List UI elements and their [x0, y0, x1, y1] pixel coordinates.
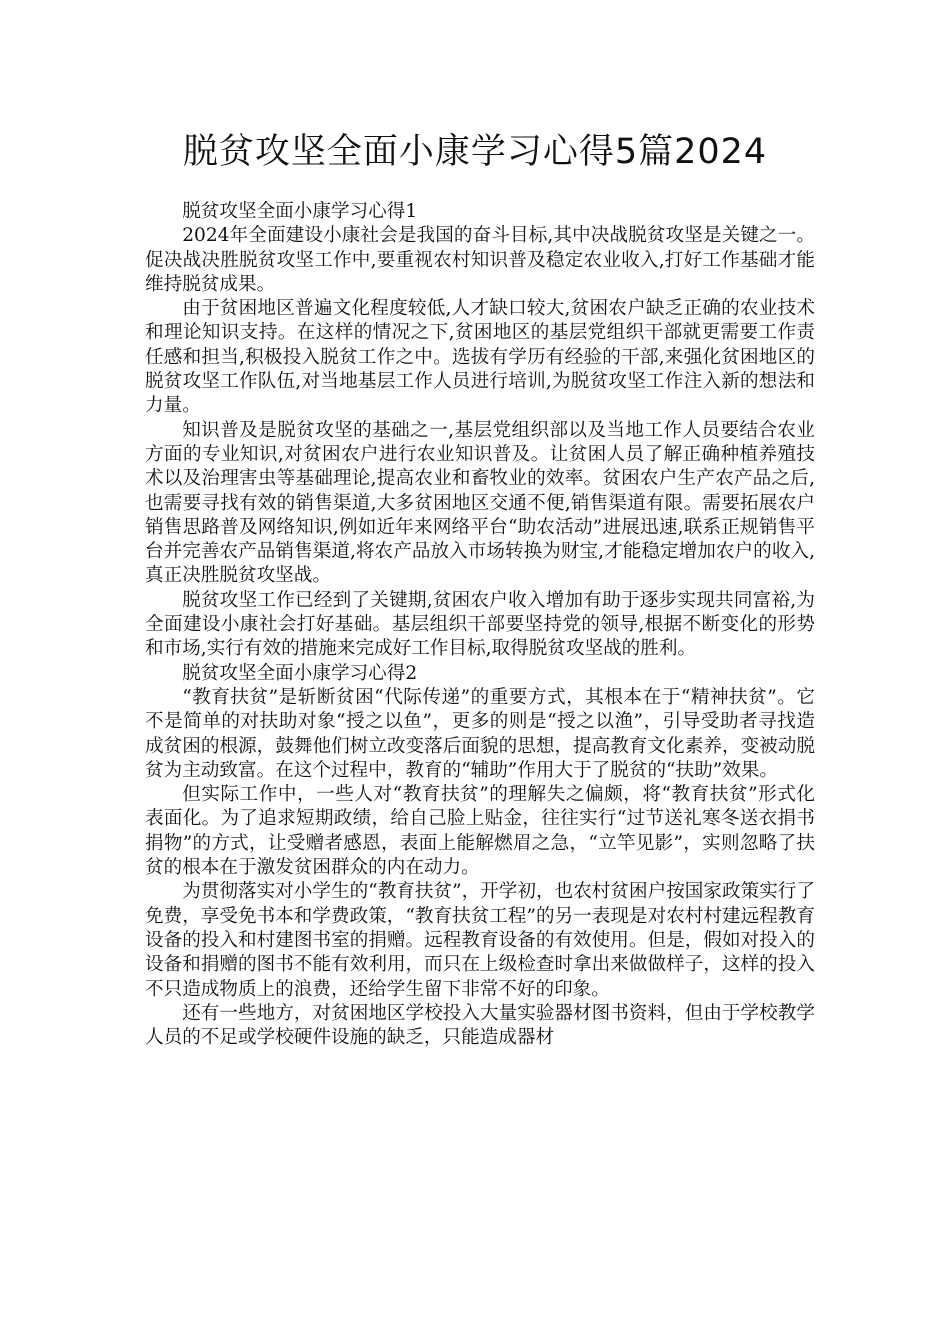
- paragraph: 2024年全面建设小康社会是我国的奋斗目标,其中决战脱贫攻坚是关键之一。促决战决胜脱贫攻坚工作中,要重视农村知识普及稳定农业收入,打好工作基础才能维持脱贫成果。: [145, 225, 815, 295]
- section-heading-2: 脱贫攻坚全面小康学习心得2: [182, 662, 418, 684]
- paragraph: 还有一些地方，对贫困地区学校投入大量实验器材图书资料，但由于学校教学人员的不足或学校硬件设施的缺乏，只能造成器材: [145, 1002, 815, 1049]
- paragraph: 由于贫困地区普遍文化程度较低,人才缺口较大,贫困农户缺乏正确的农业技术和理论知识支持。在这样的情况之下,贫困地区的基层党组织干部就更需要工作责任感和担当,积极投入脱贫工作之中。选拔有学历有经验的干部,来强化贫困地区的脱贫攻坚工作队伍,对当地基层工作人员进行培训,为脱贫攻坚工作注入新的想法和力量。: [145, 298, 815, 417]
- section-heading-1: 脱贫攻坚全面小康学习心得1: [182, 201, 418, 222]
- paragraph: 但实际工作中，一些人对“教育扶贫”的理解失之偏颇，将“教育扶贫”形式化表面化。为了追求短期政绩，给自己脸上贴金，往往实行“过节送礼寒冬送衣捐书捐物”的方式，让受赠者感恩，表面上能解燃眉之急，“立竿见影”，实则忽略了扶贫的根本在于激发贫困群众的内在动力。: [145, 784, 815, 879]
- document-title: 脱贫攻坚全面小康学习心得5篇2024: [182, 132, 768, 172]
- paragraph: 脱贫攻坚工作已经到了关键期,贫困农户收入增加有助于逐步实现共同富裕,为全面建设小康社会打好基础。基层组织干部要坚持党的领导,根据不断变化的形势和市场,实行有效的措施来完成好工作目标,取得脱贫攻坚战的胜利。: [145, 589, 815, 660]
- paragraph: 为贯彻落实对小学生的“教育扶贫”，开学初，也农村贫困户按国家政策实行了免费，享受免书本和学费政策，“教育扶贫工程”的另一表现是对农村村建远程教育设备的投入和村建图书室的捐赠。远程教育设备的有效使用。但是，假如对投入的设备和捐赠的图书不能有效利用，而只在上级检查时拿出来做做样子，这样的投入不只造成物质上的浪费，还给学生留下非常不好的印象。: [145, 881, 815, 1000]
- paragraph: 知识普及是脱贫攻坚的基础之一,基层党组织部以及当地工作人员要结合农业方面的专业知识,对贫困农户进行农业知识普及。让贫困人员了解正确种植养殖技术以及治理害虫等基础理论,提高农业和畜牧业的效率。贫困农户生产农产品之后,也需要寻找有效的销售渠道,大多贫困地区交通不便,销售渠道有限。需要拓展农户销售思路普及网络知识,例如近年来网络平台“助农活动”进展迅速,联系正规销售平台并完善农产品销售渠道,将农产品放入市场转换为财宝,才能稳定增加农户的收入,真正决胜脱贫攻坚战。: [145, 419, 815, 587]
- document-body: [145, 200, 815, 1050]
- paragraph: “教育扶贫”是斩断贫困“代际传递”的重要方式，其根本在于“精神扶贫”。它不是简单的对扶助对象“授之以鱼”，更多的则是“授之以渔”，引导受助者寻找造成贫困的根源，鼓舞他们树立改变落后面貌的思想，提高教育文化素养，变被动脱贫为主动致富。在这个过程中，教育的“辅助”作用大于了脱贫的“扶助”效果。: [145, 686, 815, 781]
